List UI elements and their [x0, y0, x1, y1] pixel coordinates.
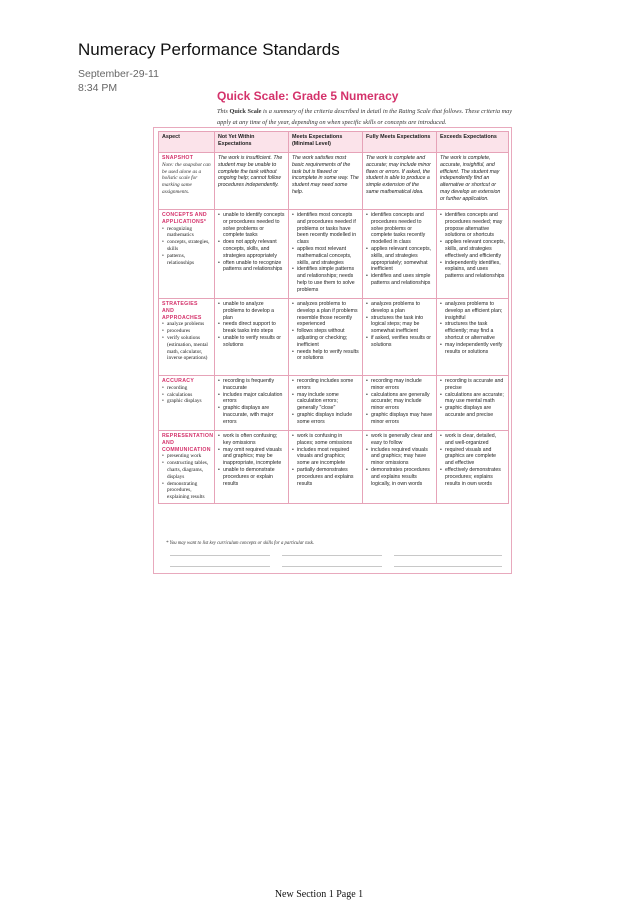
list-item: • patterns, relationships — [162, 253, 211, 267]
strategies-fully — [363, 299, 437, 376]
list-item: • recording is accurate and precise — [440, 378, 505, 392]
list-item: • does not apply relevant concepts, skills, and strategies appropriately — [218, 239, 285, 259]
list-item: • presenting work — [162, 453, 211, 460]
strategies-meets — [289, 299, 363, 376]
header-row — [159, 132, 509, 153]
accuracy-exceeds — [437, 376, 509, 431]
quick-scale-title: Quick Scale: Grade 5 Numeracy — [217, 89, 399, 103]
document-time: 8:34 PM — [78, 82, 118, 94]
intro-pre: This — [217, 108, 230, 115]
aspect-sub-list — [162, 385, 211, 405]
representation-not-yet — [215, 431, 289, 504]
list-item: • procedures — [162, 328, 211, 335]
list-item: • verify solutions (estimation, mental math, calculator, inverse operations) — [162, 335, 211, 362]
list-item: • recording is frequently inaccurate — [218, 378, 285, 392]
header-exceeds: Exceeds Expectations — [437, 132, 509, 153]
list-item: • demonstrates procedures and explains results logically, in own words — [366, 467, 433, 487]
list-item: • graphic displays — [162, 398, 211, 405]
aspect-name: ACCURACY — [162, 378, 195, 384]
list-item: • includes major calculation errors — [218, 392, 285, 406]
fill-in-line — [394, 566, 502, 567]
list-item: • effectively demonstrates procedures; explains results in own words — [440, 467, 505, 487]
header-fully: Fully Meets Expectations — [363, 132, 437, 153]
fill-in-line — [170, 555, 270, 556]
representation-fully — [363, 431, 437, 504]
list-item: • identifies concepts and procedures needed; may propose alternative solutions or shortcuts — [440, 212, 505, 239]
list-item: • needs direct support to break tasks into steps — [218, 321, 285, 335]
accuracy-not-yet — [215, 376, 289, 431]
row-snapshot — [159, 153, 509, 210]
list-item: • applies relevant concepts, skills, and strategies appropriately; somewhat inefficient — [366, 246, 433, 273]
list-item: • concepts, strategies, skills — [162, 239, 211, 253]
list-item: • recording — [162, 385, 211, 392]
aspect-note: Note: the snapshot can be used alone as a holistic scale for marking same assignments. — [162, 161, 211, 195]
snapshot-not-yet: The work is insufficient. The student may be unable to complete the task without ongoing help; cannot follow procedures independently. — [215, 153, 289, 210]
list-item: • calculations — [162, 392, 211, 399]
list-item: • needs help to verify results or solutions — [292, 349, 359, 363]
aspect-strategies — [159, 299, 215, 376]
fill-in-line — [170, 566, 270, 567]
row-accuracy — [159, 376, 509, 431]
list-item: • graphic displays include some errors — [292, 412, 359, 426]
accuracy-fully — [363, 376, 437, 431]
list-item: • unable to demonstrate procedures or explain results — [218, 467, 285, 487]
list-item: • demonstrating procedures, explaining results — [162, 481, 211, 501]
list-item: • recognizing mathematics — [162, 226, 211, 240]
list-item: • analyze problems — [162, 321, 211, 328]
table-footnote: * You may want to list key curriculum concepts or skills for a particular task. — [166, 541, 315, 546]
list-item: • calculations are accurate; may use mental math — [440, 392, 505, 406]
concepts-not-yet — [215, 210, 289, 299]
list-item: • analyzes problems to develop an efficient plan; insightful — [440, 301, 505, 321]
representation-meets — [289, 431, 363, 504]
list-item: • graphic displays are accurate and precise — [440, 405, 505, 419]
list-item: • includes most required visuals and graphics; some are incomplete — [292, 447, 359, 467]
aspect-snapshot — [159, 153, 215, 210]
list-item: • follows steps without adjusting or checking; inefficient — [292, 328, 359, 348]
representation-exceeds — [437, 431, 509, 504]
list-item: • required visuals and graphics are complete and effective — [440, 447, 505, 467]
list-item: • recording may include minor errors — [366, 378, 433, 392]
concepts-fully — [363, 210, 437, 299]
aspect-sub-list — [162, 453, 211, 501]
list-item: • identifies simple patterns and relationships; needs help to use them to solve problems — [292, 266, 359, 293]
list-item: • identifies and uses simple patterns and relationships — [366, 273, 433, 287]
intro-bold: Quick Scale — [229, 108, 262, 115]
snapshot-exceeds: The work is complete, accurate, insightful, and efficient. The student may independently find an alternative or shortcut or may develop an extension or further application. — [437, 153, 509, 210]
accuracy-meets — [289, 376, 363, 431]
snapshot-meets: The work satisfies most basic requirements of the task but is flawed or incomplete in some way. The student may need some help. — [289, 153, 363, 210]
aspect-sub-list — [162, 226, 211, 267]
list-item: • graphic displays are inaccurate, with major errors — [218, 405, 285, 425]
concepts-meets — [289, 210, 363, 299]
concepts-exceeds — [437, 210, 509, 299]
list-item: • unable to verify results or solutions — [218, 335, 285, 349]
list-item: • structures the task into logical steps; may be somewhat inefficient — [366, 315, 433, 335]
list-item: • work is generally clear and easy to follow — [366, 433, 433, 447]
row-representation — [159, 431, 509, 504]
list-item: • analyzes problems to develop a plan if problems resemble those recently experienced — [292, 301, 359, 328]
row-concepts — [159, 210, 509, 299]
list-item: • unable to analyze problems to develop a plan — [218, 301, 285, 321]
document-title: Numeracy Performance Standards — [78, 40, 340, 59]
header-not-yet: Not Yet Within Expectations — [215, 132, 289, 153]
aspect-sub-list — [162, 321, 211, 362]
fill-in-line — [282, 566, 382, 567]
aspect-representation — [159, 431, 215, 504]
intro-post: is a summary of the criteria described in detail in the Rating Scale that follows. These criteria may apply at any time of the year, depending on when specific skills or concepts are introduced. — [217, 108, 513, 126]
snapshot-fully: The work is complete and accurate; may include minor flaws or errors. If asked, the student is able to produce a simple extension of the same mathematical idea. — [363, 153, 437, 210]
list-item: • may include some calculation errors; generally "close" — [292, 392, 359, 412]
list-item: • structures the task efficiently; may find a shortcut or alternative — [440, 321, 505, 341]
list-item: • applies relevant concepts, skills, and strategies effectively and efficiently — [440, 239, 505, 259]
list-item: • partially demonstrates procedures and explains results — [292, 467, 359, 487]
list-item: • calculations are generally accurate; may include minor errors — [366, 392, 433, 412]
list-item: • unable to identify concepts or procedures needed to solve problems or complete tasks — [218, 212, 285, 239]
list-item: • work is confusing in places; some omissions — [292, 433, 359, 447]
strategies-not-yet — [215, 299, 289, 376]
header-aspect: Aspect — [159, 132, 215, 153]
list-item: • work is often confusing; key omissions — [218, 433, 285, 447]
document-date: September-29-11 — [78, 68, 159, 80]
row-strategies — [159, 299, 509, 376]
list-item: • constructing tables, charts, diagrams, displays — [162, 460, 211, 480]
list-item: • if asked, verifies results or solutions — [366, 335, 433, 349]
list-item: • analyzes problems to develop a plan — [366, 301, 433, 315]
list-item: • work is clear, detailed, and well-organized — [440, 433, 505, 447]
list-item: • identifies concepts and procedures needed to solve problems or complete tasks recently modelled in class — [366, 212, 433, 246]
list-item: • applies most relevant mathematical concepts, skills, and strategies — [292, 246, 359, 266]
aspect-name: SNAPSHOT — [162, 155, 194, 161]
header-meets: Meets Expectations (Minimal Level) — [289, 132, 363, 153]
aspect-name: CONCEPTS AND APPLICATIONS* — [162, 212, 207, 225]
list-item: • often unable to recognize patterns and relationships — [218, 260, 285, 274]
aspect-name: REPRESENTATION AND COMMUNICATION — [162, 433, 214, 453]
list-item: • graphic displays may have minor errors — [366, 412, 433, 426]
strategies-exceeds — [437, 299, 509, 376]
rubric-table — [158, 131, 509, 504]
list-item: • includes required visuals and graphics; may have minor omissions — [366, 447, 433, 467]
aspect-accuracy — [159, 376, 215, 431]
aspect-concepts — [159, 210, 215, 299]
list-item: • may omit required visuals and graphics; may be inappropriate, incomplete — [218, 447, 285, 467]
list-item: • recording includes some errors — [292, 378, 359, 392]
fill-in-line — [394, 555, 502, 556]
list-item: • independently identifies, explains, and uses patterns and relationships — [440, 260, 505, 280]
list-item: • identifies most concepts and procedures needed if problems or tasks have been recently modelled in class — [292, 212, 359, 246]
quick-scale-intro — [217, 106, 517, 128]
page-footer: New Section 1 Page 1 — [274, 889, 364, 900]
aspect-name: STRATEGIES AND APPROACHES — [162, 301, 202, 321]
fill-in-line — [282, 555, 382, 556]
list-item: • may independently verify results or solutions — [440, 342, 505, 356]
